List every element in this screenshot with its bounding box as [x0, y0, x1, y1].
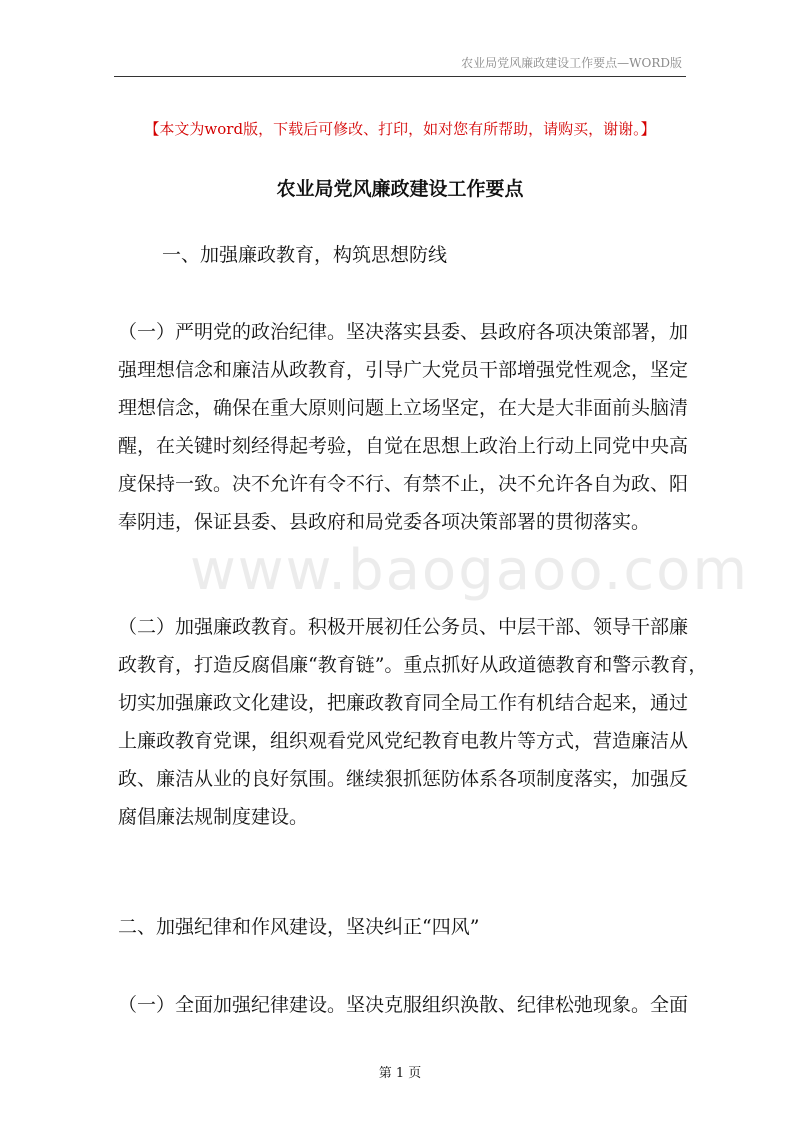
paragraph-line: （一）全面加强纪律建设。坚决克服组织涣散、纪律松弛现象。全面 [118, 994, 689, 1016]
paragraph-line: （二）加强廉政教育。积极开展初任公务员、中层干部、领导干部廉 [118, 616, 689, 638]
paragraph-line: 政、廉洁从业的良好氛围。继续狠抓惩防体系各项制度落实，加强反 [118, 768, 689, 790]
paragraph-line: 醒，在关键时刻经得起考验，自觉在思想上政治上行动上同党中央高 [118, 435, 689, 457]
paragraph-line: 强理想信念和廉洁从政教育，引导广大党员干部增强党性观念，坚定 [118, 359, 689, 381]
section-heading-1: 一、加强廉政教育，构筑思想防线 [162, 244, 448, 266]
paragraph-line: 切实加强廉政文化建设，把廉政教育同全局工作有机结合起来，通过 [118, 692, 689, 714]
paragraph-line: 政教育，打造反腐倡廉“教育链”。重点抓好从政道德教育和警示教育， [118, 654, 708, 676]
section-heading-2: 二、加强纪律和作风建设，坚决纠正“四风” [118, 916, 480, 938]
paragraph-line: 腐倡廉法规制度建设。 [118, 806, 309, 828]
download-notice: 【本文为word版，下载后可修改、打印，如对您有所帮助，请购买，谢谢。】 [144, 120, 656, 138]
paragraph-3 [118, 986, 689, 1024]
paragraph-2 [118, 608, 708, 836]
paragraph-line: 度保持一致。决不允许有令不行、有禁不止，决不允许各自为政、阳 [118, 473, 689, 495]
paragraph-line: 上廉政教育党课，组织观看党风党纪教育电教片等方式，营造廉洁从 [118, 730, 689, 752]
paragraph-line: （一）严明党的政治纪律。坚决落实县委、县政府各项决策部署，加 [118, 321, 689, 343]
running-header: 农业局党风廉政建设工作要点—WORD版 [461, 56, 682, 70]
document-title: 农业局党风廉政建设工作要点 [276, 178, 524, 200]
watermark: www.baogaoo.com [190, 538, 749, 603]
paragraph-1 [118, 313, 689, 541]
page-number: 第 1 页 [378, 1066, 422, 1081]
header-divider [114, 76, 686, 77]
paragraph-line: 理想信念，确保在重大原则问题上立场坚定，在大是大非面前头脑清 [118, 397, 689, 419]
paragraph-line: 奉阴违，保证县委、县政府和局党委各项决策部署的贯彻落实。 [118, 511, 651, 533]
